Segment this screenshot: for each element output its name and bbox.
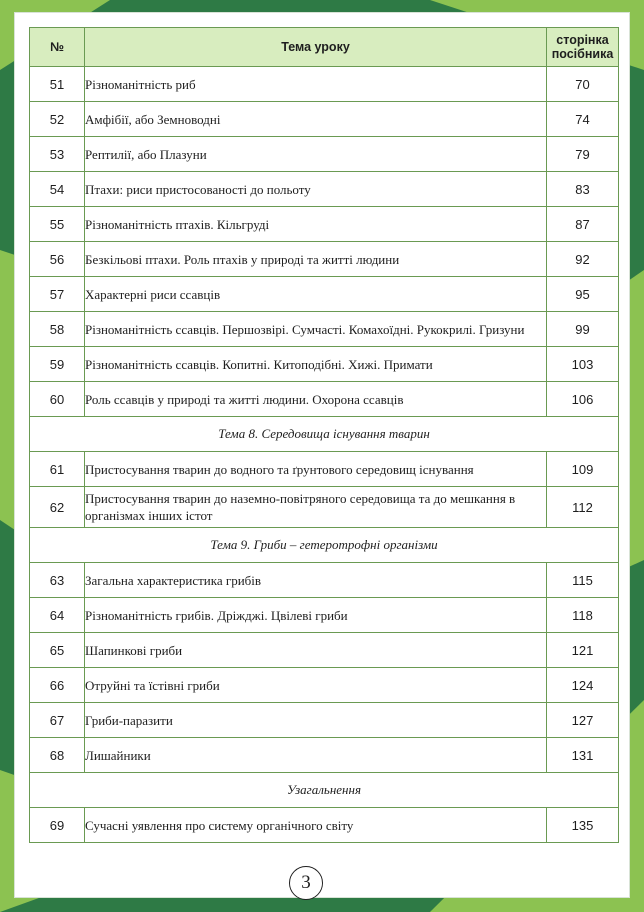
lesson-topic: Роль ссавців у природі та житті людини. Охорона ссавців bbox=[85, 382, 547, 417]
lesson-topic: Різноманітність риб bbox=[85, 67, 547, 102]
lesson-number: 67 bbox=[30, 703, 85, 738]
lesson-number: 66 bbox=[30, 668, 85, 703]
table-row bbox=[30, 347, 619, 382]
lesson-page: 112 bbox=[547, 487, 619, 528]
lesson-page: 106 bbox=[547, 382, 619, 417]
lesson-topic: Птахи: риси пристосованості до польоту bbox=[85, 172, 547, 207]
header-page-line2: посібника bbox=[551, 47, 614, 61]
table-row bbox=[30, 137, 619, 172]
lesson-page: 124 bbox=[547, 668, 619, 703]
lesson-page: 118 bbox=[547, 598, 619, 633]
header-topic: Тема уроку bbox=[85, 28, 547, 67]
lesson-page: 131 bbox=[547, 738, 619, 773]
lesson-topic: Шапинкові гриби bbox=[85, 633, 547, 668]
lesson-table bbox=[29, 27, 619, 843]
lesson-number: 61 bbox=[30, 452, 85, 487]
lesson-page: 121 bbox=[547, 633, 619, 668]
lesson-topic: Загальна характеристика грибів bbox=[85, 563, 547, 598]
lesson-topic: Різноманітність птахів. Кільгруді bbox=[85, 207, 547, 242]
lesson-number: 53 bbox=[30, 137, 85, 172]
table-row bbox=[30, 487, 619, 528]
lesson-topic: Різноманітність ссавців. Першозвірі. Сумчасті. Комахоїдні. Рукокрилі. Гризуни bbox=[85, 312, 547, 347]
section-row-final bbox=[30, 773, 619, 808]
lesson-page: 135 bbox=[547, 808, 619, 843]
table-row bbox=[30, 563, 619, 598]
lesson-page: 92 bbox=[547, 242, 619, 277]
lesson-topic: Амфібії, або Земноводні bbox=[85, 102, 547, 137]
table-row bbox=[30, 703, 619, 738]
lesson-page: 79 bbox=[547, 137, 619, 172]
lesson-number: 69 bbox=[30, 808, 85, 843]
lesson-number: 68 bbox=[30, 738, 85, 773]
lesson-number: 56 bbox=[30, 242, 85, 277]
lesson-number: 64 bbox=[30, 598, 85, 633]
lesson-page: 127 bbox=[547, 703, 619, 738]
lesson-page: 95 bbox=[547, 277, 619, 312]
lesson-page: 87 bbox=[547, 207, 619, 242]
lesson-topic: Характерні риси ссавців bbox=[85, 277, 547, 312]
lesson-page: 115 bbox=[547, 563, 619, 598]
lesson-topic: Отруйні та їстівні гриби bbox=[85, 668, 547, 703]
table-row bbox=[30, 102, 619, 137]
lesson-page: 83 bbox=[547, 172, 619, 207]
section-title: Узагальнення bbox=[30, 773, 619, 808]
lesson-number: 63 bbox=[30, 563, 85, 598]
lesson-number: 65 bbox=[30, 633, 85, 668]
lesson-number: 58 bbox=[30, 312, 85, 347]
table-row bbox=[30, 312, 619, 347]
lesson-page: 74 bbox=[547, 102, 619, 137]
section-row-9 bbox=[30, 528, 619, 563]
table-row bbox=[30, 452, 619, 487]
lesson-topic: Пристосування тварин до водного та ґрунтового середовищ існування bbox=[85, 452, 547, 487]
lesson-page: 70 bbox=[547, 67, 619, 102]
lesson-page: 99 bbox=[547, 312, 619, 347]
header-page-line1: сторінка bbox=[556, 33, 609, 47]
table-row bbox=[30, 382, 619, 417]
lesson-number: 59 bbox=[30, 347, 85, 382]
lesson-topic: Безкільові птахи. Роль птахів у природі та житті людини bbox=[85, 242, 547, 277]
section-title: Тема 8. Середовища існування тварин bbox=[30, 417, 619, 452]
table-row bbox=[30, 207, 619, 242]
table-row bbox=[30, 633, 619, 668]
table-row bbox=[30, 738, 619, 773]
lesson-topic: Пристосування тварин до наземно-повітряного середовища та до мешкання в організмах інших істот bbox=[85, 487, 547, 528]
table-row bbox=[30, 67, 619, 102]
lesson-topic: Рептилії, або Плазуни bbox=[85, 137, 547, 172]
lesson-number: 57 bbox=[30, 277, 85, 312]
lesson-page: 109 bbox=[547, 452, 619, 487]
table-row bbox=[30, 668, 619, 703]
lesson-number: 52 bbox=[30, 102, 85, 137]
table-row bbox=[30, 277, 619, 312]
lesson-page: 103 bbox=[547, 347, 619, 382]
lesson-number: 55 bbox=[30, 207, 85, 242]
table-row bbox=[30, 172, 619, 207]
table-row bbox=[30, 808, 619, 843]
lesson-topic: Сучасні уявлення про систему органічного світу bbox=[85, 808, 547, 843]
table-header-row bbox=[30, 28, 619, 67]
lesson-topic: Різноманітність ссавців. Копитні. Китоподібні. Хижі. Примати bbox=[85, 347, 547, 382]
lesson-number: 62 bbox=[30, 487, 85, 528]
lesson-number: 51 bbox=[30, 67, 85, 102]
table-row bbox=[30, 598, 619, 633]
lesson-number: 54 bbox=[30, 172, 85, 207]
page-number: 3 bbox=[289, 866, 323, 900]
header-page bbox=[547, 28, 619, 67]
lesson-number: 60 bbox=[30, 382, 85, 417]
lesson-topic: Гриби-паразити bbox=[85, 703, 547, 738]
table-row bbox=[30, 242, 619, 277]
lesson-topic: Лишайники bbox=[85, 738, 547, 773]
section-title: Тема 9. Гриби – гетеротрофні організми bbox=[30, 528, 619, 563]
header-num: № bbox=[30, 28, 85, 67]
page-sheet bbox=[14, 12, 630, 898]
section-row-8 bbox=[30, 417, 619, 452]
lesson-topic: Різноманітність грибів. Дріжджі. Цвілеві гриби bbox=[85, 598, 547, 633]
